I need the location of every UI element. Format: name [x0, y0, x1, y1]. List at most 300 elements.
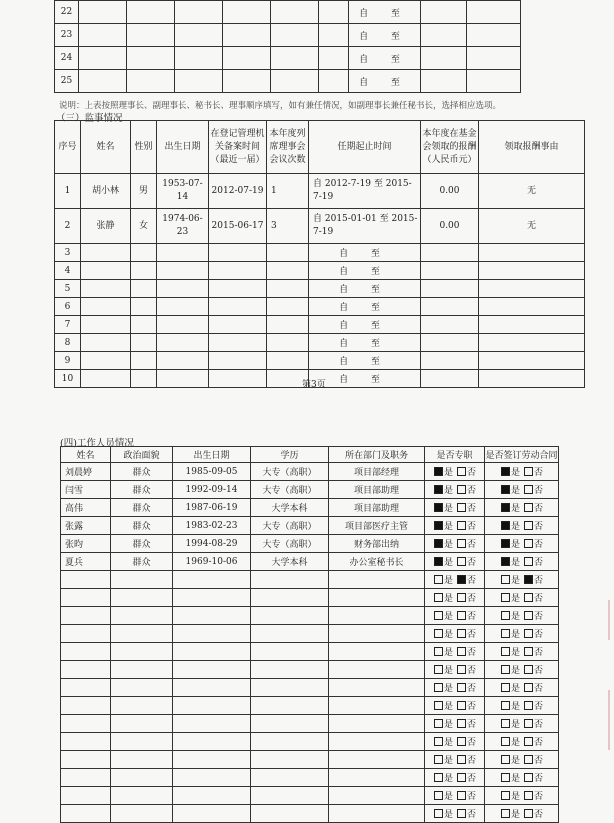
no-label: 否 [466, 684, 476, 694]
staff-row [61, 697, 559, 715]
yes-label: 是 [511, 558, 521, 568]
yes-no-checkbox-group [485, 535, 559, 553]
no-label: 否 [533, 504, 543, 514]
term-range: 自 至 [349, 47, 421, 70]
yes-checkbox[interactable] [501, 719, 510, 728]
yes-checkbox[interactable] [501, 701, 510, 710]
yes-label: 是 [444, 612, 454, 622]
supervisor-filed-cell [209, 262, 267, 280]
staff-politics-cell: 群众 [111, 517, 173, 535]
staff-politics-cell [111, 805, 173, 823]
no-label: 否 [466, 558, 476, 568]
empty-cell [175, 1, 223, 24]
yes-no-checkbox-group [425, 715, 485, 733]
supervisor-no-cell: 10 [55, 370, 81, 388]
supervisor-gender-cell [131, 370, 157, 388]
supervisor-name-cell [81, 280, 131, 298]
supervisor-term-cell: 自 至 [309, 280, 421, 298]
yes-checkbox[interactable] [434, 467, 443, 476]
supervisor-row [55, 280, 585, 298]
yes-checkbox[interactable] [434, 737, 443, 746]
no-label: 否 [533, 648, 543, 658]
staff-birth-cell: 1992-09-14 [173, 481, 251, 499]
staff-politics-cell [111, 697, 173, 715]
no-checkbox[interactable] [524, 629, 533, 638]
staff-dept-cell: 项目部医疗主管 [329, 517, 425, 535]
no-checkbox[interactable] [524, 683, 533, 692]
staff-name-cell [61, 607, 111, 625]
no-checkbox[interactable] [524, 647, 533, 656]
no-checkbox[interactable] [524, 737, 533, 746]
empty-cell [79, 1, 127, 24]
staff-row [61, 499, 559, 517]
yes-checkbox[interactable] [501, 485, 510, 494]
row-number: 22 [55, 1, 79, 24]
staff-name-cell [61, 589, 111, 607]
yes-no-checkbox-group [485, 769, 559, 787]
staff-birth-cell [173, 733, 251, 751]
supervisor-birth-cell [157, 334, 209, 352]
supervisor-no-cell: 3 [55, 244, 81, 262]
empty-cell [319, 47, 349, 70]
yes-checkbox[interactable] [434, 665, 443, 674]
yes-no-checkbox-group [485, 589, 559, 607]
empty-cell [319, 70, 349, 93]
no-checkbox[interactable] [524, 557, 533, 566]
yes-no-checkbox-group [485, 499, 559, 517]
supervisor-no-cell: 5 [55, 280, 81, 298]
yes-checkbox[interactable] [501, 539, 510, 548]
empty-cell [467, 70, 521, 93]
staff-name-cell [61, 571, 111, 589]
yes-checkbox[interactable] [501, 737, 510, 746]
staff-row [61, 787, 559, 805]
yes-label: 是 [511, 576, 521, 586]
supervisor-name-cell [81, 352, 131, 370]
yes-checkbox[interactable] [434, 593, 443, 602]
staff-name-cell: 张昀 [61, 535, 111, 553]
staff-name-cell [61, 769, 111, 787]
no-checkbox[interactable] [457, 575, 466, 584]
staff-name-cell [61, 805, 111, 823]
no-checkbox[interactable] [524, 485, 533, 494]
empty-cell [421, 1, 467, 24]
supervisor-term-cell: 自 2012-7-19 至 2015-7-19 [309, 174, 421, 209]
staff-edu-cell [251, 589, 329, 607]
yes-checkbox[interactable] [434, 791, 443, 800]
staff-politics-cell [111, 607, 173, 625]
staff-name-cell [61, 661, 111, 679]
staff-edu-cell [251, 715, 329, 733]
no-checkbox[interactable] [457, 809, 466, 818]
no-checkbox[interactable] [457, 647, 466, 656]
no-label: 否 [533, 792, 543, 802]
page-number: 第3页 [302, 380, 326, 390]
yes-label: 是 [444, 738, 454, 748]
staff-birth-cell: 1969-10-06 [173, 553, 251, 571]
staff-edu-cell [251, 643, 329, 661]
supervisor-pay-cell [421, 262, 479, 280]
yes-no-checkbox-group [485, 481, 559, 499]
supervisor-term-cell: 自 2015-01-01 至 2015-7-19 [309, 209, 421, 244]
supervisor-filed-cell [209, 370, 267, 388]
staff-birth-cell [173, 607, 251, 625]
no-label: 否 [466, 810, 476, 820]
staff-birth-cell: 1987-06-19 [173, 499, 251, 517]
supervisor-term-cell: 自 至 [309, 262, 421, 280]
supervisor-pay-cell [421, 316, 479, 334]
supervisor-row [55, 174, 585, 209]
supervisor-pay-cell: 0.00 [421, 174, 479, 209]
staff-birth-cell: 1985-09-05 [173, 463, 251, 481]
supervisor-gender-cell [131, 334, 157, 352]
no-checkbox[interactable] [524, 575, 533, 584]
supervisor-gender-cell: 女 [131, 209, 157, 244]
yes-checkbox[interactable] [501, 503, 510, 512]
supervisor-name-cell [81, 316, 131, 334]
no-checkbox[interactable] [457, 737, 466, 746]
no-checkbox[interactable] [457, 701, 466, 710]
yes-checkbox[interactable] [434, 485, 443, 494]
supervisor-filed-cell: 2015-06-17 [209, 209, 267, 244]
yes-no-checkbox-group [485, 751, 559, 769]
supervisor-birth-cell [157, 352, 209, 370]
yes-checkbox[interactable] [501, 611, 510, 620]
staff-dept-cell [329, 787, 425, 805]
yes-no-checkbox-group [425, 625, 485, 643]
yes-no-checkbox-group [425, 805, 485, 823]
no-label: 否 [466, 702, 476, 712]
supervisor-meetings-cell [267, 280, 309, 298]
staff-row [61, 805, 559, 823]
no-checkbox[interactable] [457, 791, 466, 800]
row-number: 25 [55, 70, 79, 93]
staff-politics-cell [111, 589, 173, 607]
yes-label: 是 [444, 594, 454, 604]
no-label: 否 [533, 630, 543, 640]
yes-label: 是 [511, 594, 521, 604]
yes-checkbox[interactable] [501, 629, 510, 638]
staff-birth-cell [173, 769, 251, 787]
yes-label: 是 [511, 684, 521, 694]
staff-edu-cell: 大专（高职） [251, 481, 329, 499]
yes-checkbox[interactable] [501, 665, 510, 674]
supervisor-row [55, 209, 585, 244]
supervisor-gender-cell [131, 244, 157, 262]
supervisor-reason-cell [479, 280, 585, 298]
no-checkbox[interactable] [524, 791, 533, 800]
yes-no-checkbox-group [485, 805, 559, 823]
no-checkbox[interactable] [457, 755, 466, 764]
supervisor-reason-cell: 无 [479, 209, 585, 244]
staff-dept-cell [329, 805, 425, 823]
supervisor-header-cell: 性别 [131, 121, 157, 174]
supervisor-birth-cell: 1953-07-14 [157, 174, 209, 209]
yes-label: 是 [444, 540, 454, 550]
staff-row [61, 679, 559, 697]
supervisor-term-cell: 自 至 [309, 334, 421, 352]
no-label: 否 [533, 738, 543, 748]
staff-edu-cell: 大专（高职） [251, 535, 329, 553]
supervisor-pay-cell [421, 280, 479, 298]
no-checkbox[interactable] [524, 467, 533, 476]
yes-label: 是 [511, 630, 521, 640]
yes-checkbox[interactable] [434, 503, 443, 512]
staff-header-cell: 是否签订劳动合同 [485, 447, 559, 463]
no-label: 否 [533, 540, 543, 550]
staff-dept-cell: 财务部出纳 [329, 535, 425, 553]
yes-no-checkbox-group [485, 517, 559, 535]
staff-dept-cell [329, 733, 425, 751]
supervisor-pay-cell: 0.00 [421, 209, 479, 244]
council-row [55, 47, 521, 70]
no-checkbox[interactable] [524, 539, 533, 548]
yes-label: 是 [511, 522, 521, 532]
staff-header-cell: 姓名 [61, 447, 111, 463]
yes-checkbox[interactable] [501, 521, 510, 530]
supervisor-birth-cell [157, 262, 209, 280]
empty-cell [421, 47, 467, 70]
staff-dept-cell [329, 589, 425, 607]
staff-row [61, 751, 559, 769]
yes-no-checkbox-group [425, 751, 485, 769]
staff-edu-cell [251, 751, 329, 769]
yes-checkbox[interactable] [501, 593, 510, 602]
supervisor-term-cell: 自 至 [309, 298, 421, 316]
staff-dept-cell: 项目部经理 [329, 463, 425, 481]
empty-cell [271, 70, 319, 93]
supervisor-header-cell: 任期起止时间 [309, 121, 421, 174]
yes-checkbox[interactable] [501, 809, 510, 818]
empty-cell [79, 70, 127, 93]
yes-no-checkbox-group [425, 697, 485, 715]
yes-label: 是 [511, 648, 521, 658]
supervisor-header-cell: 本年度列席理事会会议次数 [267, 121, 309, 174]
staff-name-cell [61, 697, 111, 715]
yes-checkbox[interactable] [434, 539, 443, 548]
staff-edu-cell: 大学本科 [251, 553, 329, 571]
no-checkbox[interactable] [457, 683, 466, 692]
yes-no-checkbox-group [425, 733, 485, 751]
supervisor-no-cell: 4 [55, 262, 81, 280]
staff-dept-cell [329, 697, 425, 715]
staff-row [61, 733, 559, 751]
no-checkbox[interactable] [457, 485, 466, 494]
yes-checkbox[interactable] [434, 557, 443, 566]
supervisor-header-cell: 出生日期 [157, 121, 209, 174]
yes-no-checkbox-group [425, 661, 485, 679]
staff-edu-cell: 大专（高职） [251, 517, 329, 535]
yes-checkbox[interactable] [434, 629, 443, 638]
yes-no-checkbox-group [425, 463, 485, 481]
yes-no-checkbox-group [425, 499, 485, 517]
no-checkbox[interactable] [524, 755, 533, 764]
yes-checkbox[interactable] [434, 647, 443, 656]
staff-name-cell [61, 679, 111, 697]
no-checkbox[interactable] [457, 773, 466, 782]
no-checkbox[interactable] [524, 773, 533, 782]
supervisor-birth-cell: 1974-06-23 [157, 209, 209, 244]
empty-cell [175, 24, 223, 47]
no-label: 否 [533, 612, 543, 622]
supervisor-gender-cell [131, 262, 157, 280]
supervisor-reason-cell [479, 262, 585, 280]
no-checkbox[interactable] [457, 611, 466, 620]
supervisor-name-cell: 张静 [81, 209, 131, 244]
supervisor-filed-cell [209, 352, 267, 370]
scan-artifact [608, 690, 610, 750]
no-label: 否 [466, 756, 476, 766]
yes-label: 是 [511, 720, 521, 730]
supervisor-no-cell: 9 [55, 352, 81, 370]
no-checkbox[interactable] [457, 665, 466, 674]
empty-cell [127, 24, 175, 47]
no-checkbox[interactable] [457, 629, 466, 638]
no-checkbox[interactable] [524, 719, 533, 728]
no-checkbox[interactable] [524, 593, 533, 602]
staff-politics-cell [111, 787, 173, 805]
no-label: 否 [466, 738, 476, 748]
supervisor-table [54, 120, 585, 388]
no-checkbox[interactable] [524, 521, 533, 530]
supervisor-meetings-cell [267, 298, 309, 316]
no-checkbox[interactable] [457, 503, 466, 512]
staff-section-title: (四)工作人员情况 [60, 438, 134, 449]
supervisor-filed-cell [209, 244, 267, 262]
yes-checkbox[interactable] [501, 647, 510, 656]
staff-birth-cell: 1994-08-29 [173, 535, 251, 553]
empty-cell [271, 24, 319, 47]
staff-row [61, 589, 559, 607]
yes-checkbox[interactable] [434, 773, 443, 782]
supervisor-meetings-cell [267, 262, 309, 280]
yes-no-checkbox-group [485, 643, 559, 661]
staff-dept-cell [329, 715, 425, 733]
no-checkbox[interactable] [457, 719, 466, 728]
yes-checkbox[interactable] [501, 773, 510, 782]
yes-label: 是 [511, 612, 521, 622]
yes-label: 是 [444, 558, 454, 568]
yes-checkbox[interactable] [501, 683, 510, 692]
yes-checkbox[interactable] [434, 611, 443, 620]
no-checkbox[interactable] [457, 557, 466, 566]
yes-no-checkbox-group [425, 607, 485, 625]
yes-checkbox[interactable] [501, 467, 510, 476]
no-checkbox[interactable] [524, 611, 533, 620]
yes-label: 是 [444, 720, 454, 730]
yes-label: 是 [444, 666, 454, 676]
empty-cell [319, 1, 349, 24]
staff-edu-cell [251, 679, 329, 697]
supervisor-reason-cell: 无 [479, 174, 585, 209]
yes-label: 是 [444, 756, 454, 766]
yes-checkbox[interactable] [434, 755, 443, 764]
no-checkbox[interactable] [457, 467, 466, 476]
no-checkbox[interactable] [524, 701, 533, 710]
yes-checkbox[interactable] [434, 683, 443, 692]
staff-birth-cell: 1983-02-23 [173, 517, 251, 535]
yes-checkbox[interactable] [501, 557, 510, 566]
staff-row [61, 463, 559, 481]
no-checkbox[interactable] [524, 503, 533, 512]
staff-politics-cell [111, 625, 173, 643]
supervisor-name-cell [81, 334, 131, 352]
yes-no-checkbox-group [425, 589, 485, 607]
staff-birth-cell [173, 751, 251, 769]
staff-birth-cell [173, 805, 251, 823]
empty-cell [271, 1, 319, 24]
staff-edu-cell [251, 697, 329, 715]
staff-name-cell [61, 733, 111, 751]
staff-politics-cell [111, 571, 173, 589]
staff-row [61, 769, 559, 787]
yes-no-checkbox-group [485, 463, 559, 481]
supervisor-filed-cell [209, 316, 267, 334]
staff-birth-cell [173, 661, 251, 679]
staff-name-cell [61, 715, 111, 733]
supervisor-gender-cell [131, 280, 157, 298]
staff-dept-cell [329, 625, 425, 643]
no-label: 否 [533, 594, 543, 604]
yes-checkbox[interactable] [434, 521, 443, 530]
table-note: 说明：上表按照理事长、副理事长、秘书长、理事顺序填写，如有兼任情况，如副理事长兼任秘书长，选择相应选项。 [59, 101, 502, 111]
no-checkbox[interactable] [524, 809, 533, 818]
no-checkbox[interactable] [457, 593, 466, 602]
staff-name-cell: 夏兵 [61, 553, 111, 571]
no-label: 否 [466, 576, 476, 586]
no-checkbox[interactable] [457, 539, 466, 548]
supervisor-birth-cell [157, 370, 209, 388]
empty-cell [467, 24, 521, 47]
no-checkbox[interactable] [524, 665, 533, 674]
scan-artifact [608, 600, 610, 640]
empty-cell [127, 70, 175, 93]
staff-dept-cell: 项目部助理 [329, 499, 425, 517]
yes-checkbox[interactable] [434, 809, 443, 818]
no-checkbox[interactable] [457, 521, 466, 530]
staff-edu-cell [251, 607, 329, 625]
supervisor-pay-cell [421, 334, 479, 352]
no-label: 否 [533, 558, 543, 568]
yes-checkbox[interactable] [501, 575, 510, 584]
yes-label: 是 [444, 576, 454, 586]
supervisor-header-cell: 在登记管理机关备案时间（最近一届） [209, 121, 267, 174]
yes-checkbox[interactable] [434, 575, 443, 584]
yes-no-checkbox-group [485, 733, 559, 751]
empty-cell [467, 47, 521, 70]
supervisor-no-cell: 8 [55, 334, 81, 352]
supervisor-reason-cell [479, 334, 585, 352]
yes-checkbox[interactable] [501, 755, 510, 764]
no-label: 否 [533, 522, 543, 532]
staff-birth-cell [173, 643, 251, 661]
empty-cell [223, 70, 271, 93]
yes-label: 是 [444, 774, 454, 784]
staff-header-cell: 出生日期 [173, 447, 251, 463]
staff-dept-cell [329, 769, 425, 787]
staff-edu-cell: 大专（高职） [251, 463, 329, 481]
supervisor-gender-cell [131, 298, 157, 316]
council-row [55, 24, 521, 47]
staff-edu-cell [251, 571, 329, 589]
supervisor-no-cell: 1 [55, 174, 81, 209]
yes-checkbox[interactable] [501, 791, 510, 800]
supervisor-meetings-cell: 1 [267, 174, 309, 209]
staff-birth-cell [173, 625, 251, 643]
yes-checkbox[interactable] [434, 719, 443, 728]
supervisor-no-cell: 2 [55, 209, 81, 244]
yes-checkbox[interactable] [434, 701, 443, 710]
